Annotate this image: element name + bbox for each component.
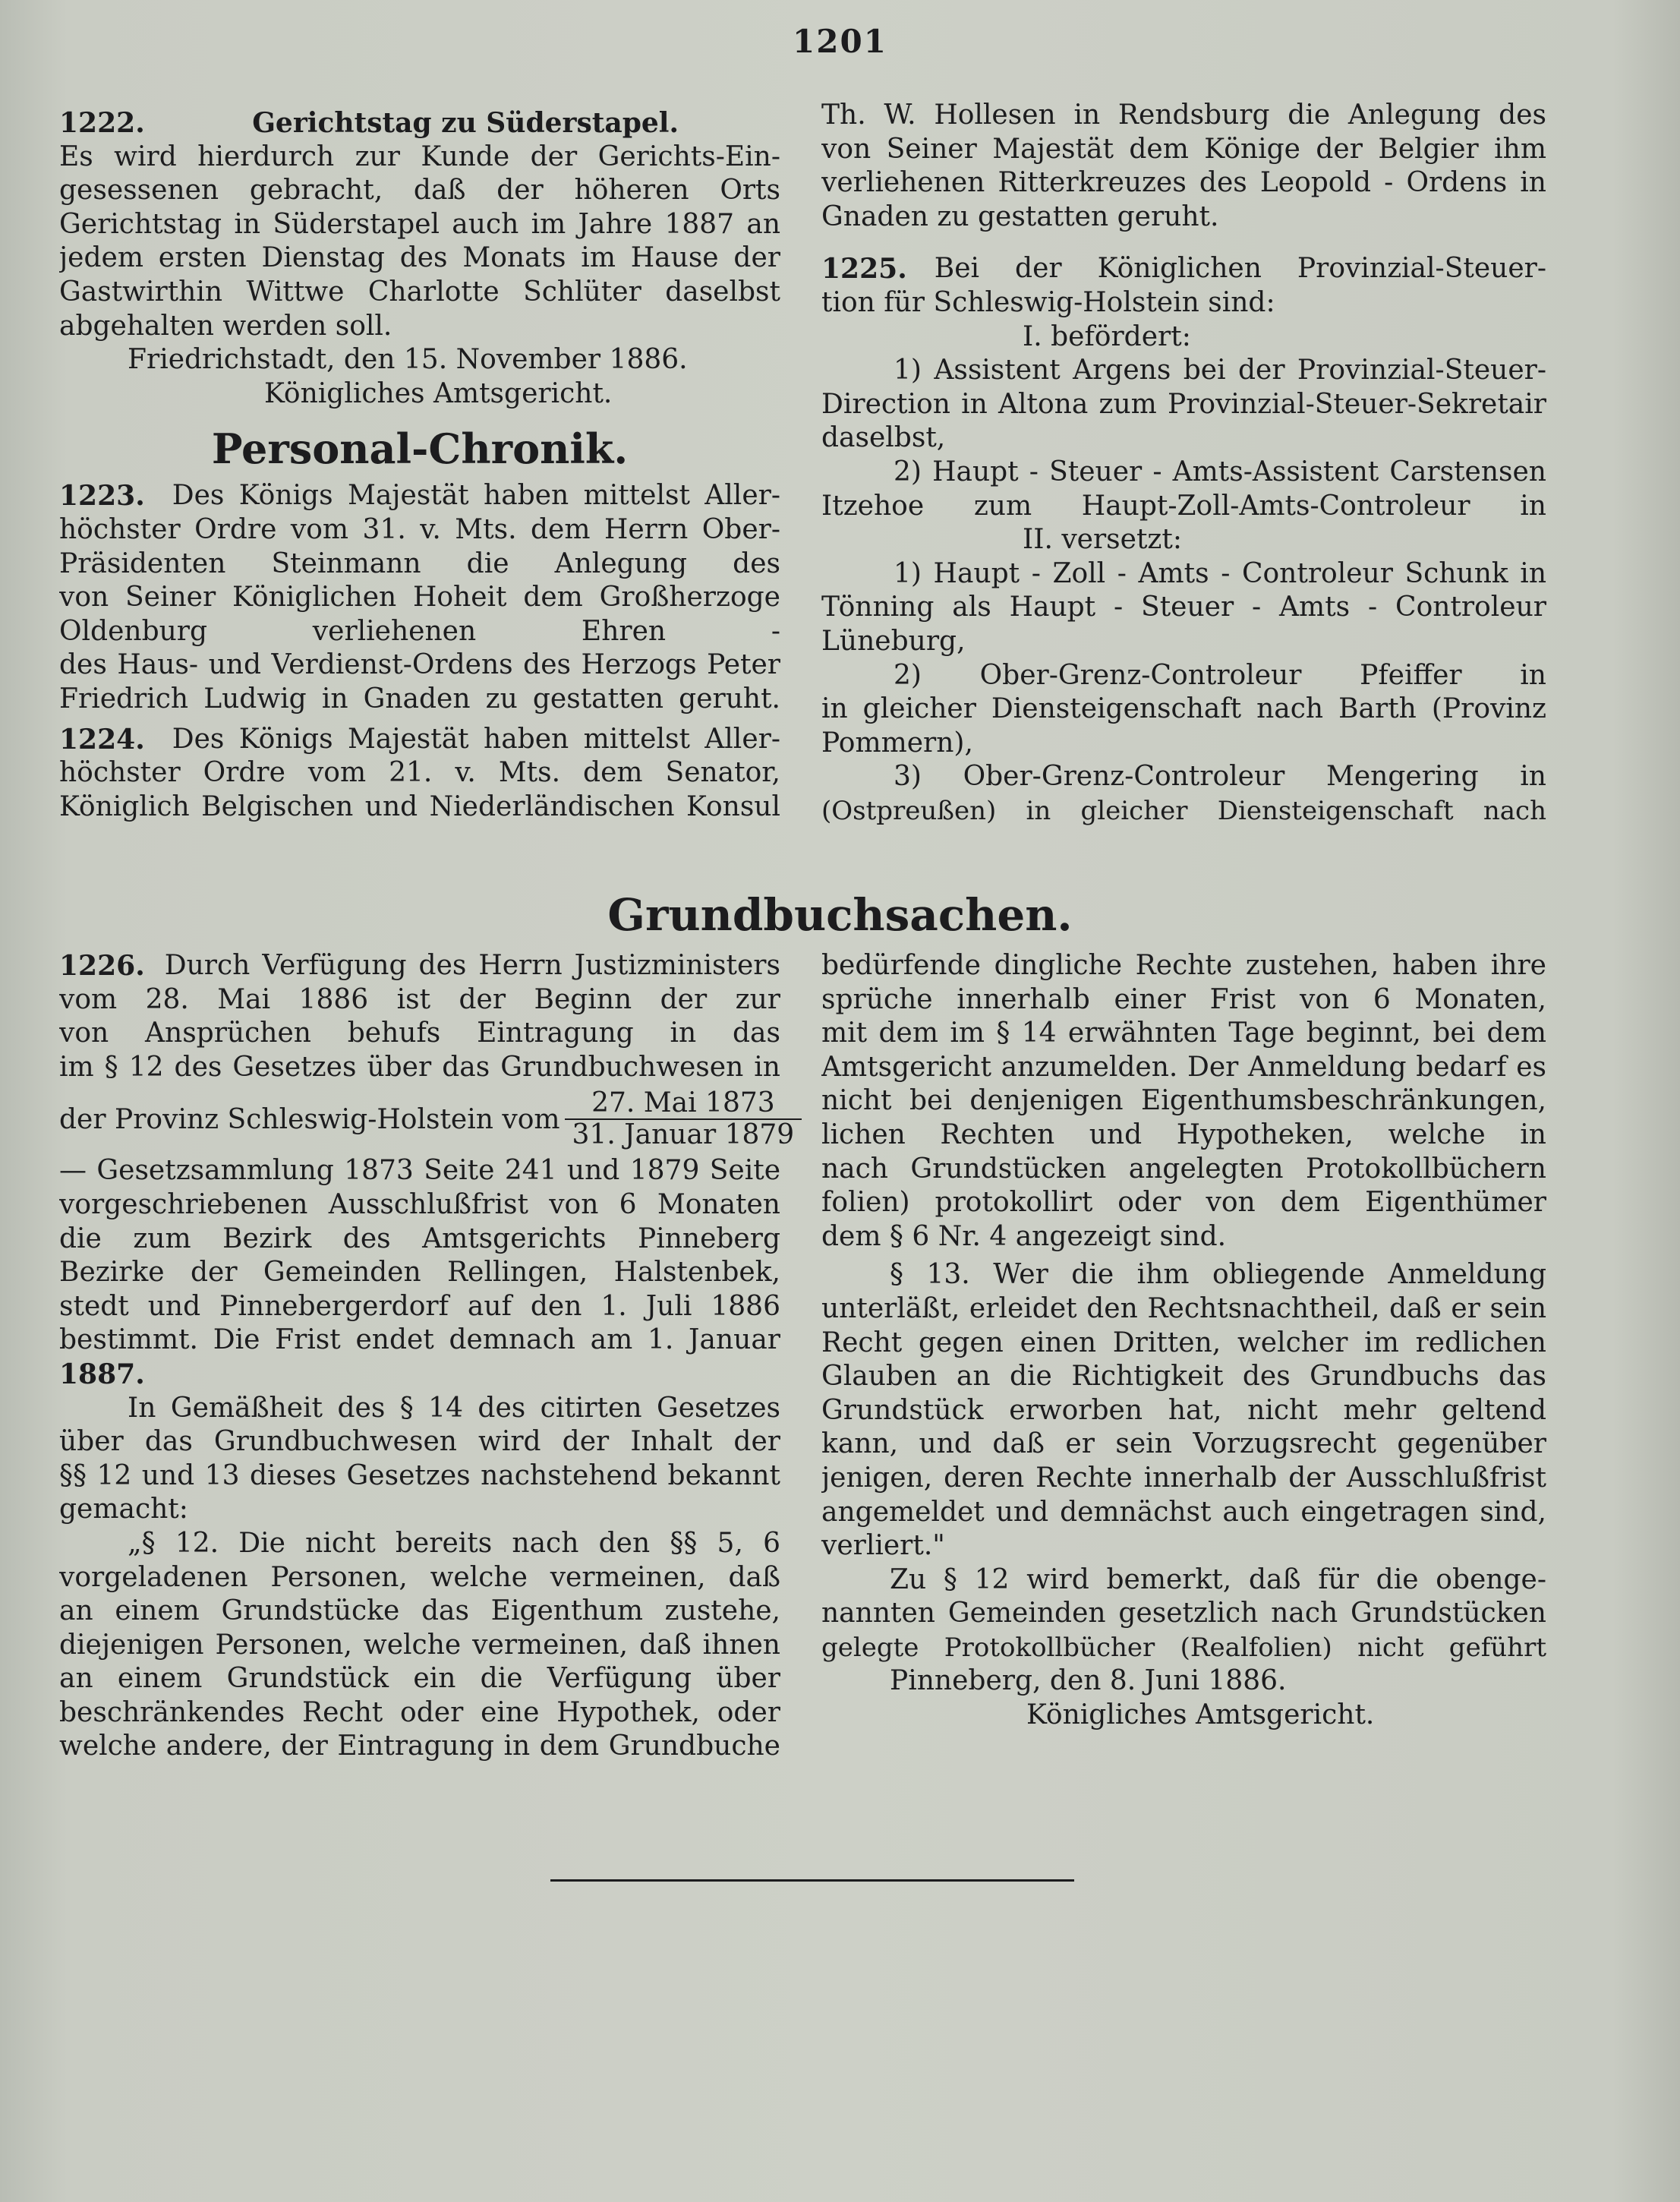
- text-line: höchster Ordre vom 31. v. Mts. dem Herrn Ober-: [59, 513, 780, 545]
- text-line: jedem ersten Dienstag des Monats im Hause der: [59, 242, 780, 274]
- text-line: Oldenburg verliehenen Ehren -: [59, 615, 780, 647]
- place-date: Friedrichstadt, den 15. November 1886.: [128, 344, 688, 376]
- text-line: Itzehoe zum Haupt-Zoll-Amts-Controleur in: [821, 490, 1546, 522]
- text-line: von Ansprüchen behufs Eintragung in das: [59, 1017, 780, 1049]
- text-line: Pommern),: [821, 727, 973, 759]
- text-line: Gerichtstag in Süderstapel auch im Jahre 1887 an: [59, 208, 780, 240]
- entry-number: 1226.: [59, 950, 145, 982]
- text-line: vorgeschriebenen Ausschlußfrist von 6 Monaten: [59, 1188, 780, 1220]
- text-line: bedürfende dingliche Rechte zustehen, haben ihre: [821, 950, 1546, 981]
- text-line: nicht bei denjenigen Eigenthumsbeschränkungen,: [821, 1085, 1546, 1117]
- text-line: folien) protokollirt oder von dem Eigenthümer: [821, 1187, 1546, 1219]
- entry-number: 1222.: [59, 107, 145, 139]
- text-line: gemacht:: [59, 1494, 188, 1525]
- right-column-top: [821, 99, 1546, 828]
- left-column-bottom: [59, 949, 795, 1764]
- text-line: Tönning als Haupt - Steuer - Amts - Controleur: [821, 592, 1546, 623]
- text-line: jenigen, deren Rechte innerhalb der Ausschlußfrist: [821, 1462, 1546, 1494]
- text-line: nannten Gemeinden gesetzlich nach Grundstücken: [821, 1598, 1546, 1629]
- text-line: Glauben an die Richtigkeit des Grundbuchs das: [821, 1361, 1546, 1393]
- text-line: Friedrich Ludwig in Gnaden zu gestatten geruht.: [59, 683, 780, 715]
- entry-1226-first-line: [59, 949, 780, 983]
- text-line: verliehenen Ritterkreuzes des Leopold - Ordens in: [821, 167, 1546, 199]
- text-line: der Provinz Schleswig-Holstein vom: [59, 1103, 560, 1135]
- text-line: Grundstück erworben hat, nicht mehr geltend: [821, 1394, 1546, 1426]
- text-line: 3) Ober-Grenz-Controleur Mengering in: [894, 761, 1546, 793]
- text-line: über das Grundbuchwesen wird der Inhalt der: [59, 1426, 780, 1458]
- text-line: Direction in Altona zum Provinzial-Steuer-Sekretair: [821, 388, 1546, 420]
- entry-number: 1224.: [59, 723, 145, 756]
- text-line: daselbst,: [821, 422, 946, 454]
- text-line: verliert.": [821, 1530, 945, 1562]
- text-line: von Seiner Königlichen Hoheit dem Großherzoge: [59, 582, 780, 614]
- text-line: des Haus- und Verdienst-Ordens des Herzogs Peter: [59, 649, 780, 681]
- text-line: In Gemäßheit des § 14 des citirten Gesetzes: [128, 1392, 780, 1424]
- text-line: bestimmt. Die Frist endet demnach am 1. Januar: [59, 1324, 780, 1356]
- closing-rule: [550, 1879, 1074, 1882]
- right-column-bottom: [821, 949, 1546, 1733]
- text-line: die zum Bezirk des Amtsgerichts Pinneberg: [59, 1222, 780, 1254]
- entry-number: 1225.: [821, 253, 907, 286]
- text-line: §§ 12 und 13 dieses Gesetzes nachstehend bekannt: [59, 1459, 780, 1491]
- text-line: abgehalten werden soll.: [59, 310, 392, 342]
- text-line: Th. W. Hollesen in Rendsburg die Anlegung des: [821, 99, 1546, 131]
- page-number: 1201: [793, 23, 887, 60]
- text-line: Amtsgericht anzumelden. Der Anmeldung bedarf es: [821, 1051, 1546, 1083]
- left-column-top: [59, 106, 780, 824]
- text-line: diejenigen Personen, welche vermeinen, daß ihnen: [59, 1629, 780, 1661]
- text-line: Recht gegen einen Dritten, welcher im redlichen: [821, 1327, 1546, 1358]
- text-line: 2) Haupt - Steuer - Amts-Assistent Carstensen: [894, 456, 1546, 487]
- text-line: (Ostpreußen) in gleicher Diensteigenschaft nach: [821, 795, 1546, 826]
- text-line: Lüneburg,: [821, 625, 966, 657]
- entry-title: Gerichtstag zu Süderstapel.: [252, 107, 679, 139]
- subheading: II. versetzt:: [1023, 524, 1182, 556]
- text-line: Bezirke der Gemeinden Rellingen, Halstenbek,: [59, 1257, 780, 1289]
- entry-1223-first-line: [59, 479, 780, 513]
- text-line: mit dem im § 14 erwähnten Tage beginnt, bei dem: [821, 1017, 1546, 1049]
- text-line: gesessenen gebracht, daß der höheren Orts: [59, 175, 780, 207]
- text-line: „§ 12. Die nicht bereits nach den §§ 5, 6: [128, 1527, 780, 1559]
- text-line: Gnaden zu gestatten geruht.: [821, 200, 1219, 232]
- text-line: Es wird hierdurch zur Kunde der Gerichts-Ein-: [59, 140, 780, 172]
- text-line: höchster Ordre vom 21. v. Mts. dem Senator,: [59, 757, 780, 789]
- text-line: dem § 6 Nr. 4 angezeigt sind.: [821, 1220, 1227, 1252]
- text-line: stedt und Pinnebergerdorf auf den 1. Juli 1886: [59, 1290, 780, 1322]
- text-line: 1) Haupt - Zoll - Amts - Controleur Schunk in: [894, 557, 1546, 589]
- text-line: an einem Grundstück ein die Verfügung über: [59, 1663, 780, 1695]
- text-line: welche andere, der Eintragung in dem Grundbuche: [59, 1730, 780, 1762]
- text-line: Gastwirthin Wittwe Charlotte Schlüter daselbst: [59, 276, 780, 308]
- province-date-line: [59, 1084, 795, 1154]
- date-fraction: [565, 1087, 802, 1151]
- text-line: kann, und daß er sein Vorzugsrecht gegenüber: [821, 1428, 1546, 1460]
- fraction-numerator: 27. Mai 1873: [565, 1090, 802, 1120]
- section-heading-personal: Personal-Chronik.: [211, 424, 629, 474]
- text-line: Bei der Königlichen Provinzial-Steuer-: [934, 253, 1546, 285]
- text-line: an einem Grundstücke das Eigenthum zustehe,: [59, 1595, 780, 1627]
- text-line: Präsidenten Steinmann die Anlegung des: [59, 547, 780, 579]
- text-line: Des Königs Majestät haben mittelst Aller-: [172, 723, 780, 755]
- text-line: lichen Rechten und Hypotheken, welche in: [821, 1118, 1546, 1150]
- fraction-denominator: 31. Januar 1879: [572, 1119, 795, 1151]
- text-line: 2) Ober-Grenz-Controleur Pfeiffer in: [894, 659, 1546, 691]
- text-line: gelegte Protokollbücher (Realfolien) nicht geführt: [821, 1632, 1546, 1663]
- place-date: Pinneberg, den 8. Juni 1886.: [890, 1665, 1287, 1697]
- section-heading-grundbuch: Grundbuchsachen.: [607, 889, 1073, 941]
- signature: Königliches Amtsgericht.: [264, 377, 613, 409]
- text-line: tion für Schleswig-Holstein sind:: [821, 286, 1275, 318]
- text-line: § 13. Wer die ihm obliegende Anmeldung: [890, 1259, 1546, 1291]
- text-line: Zu § 12 wird bemerkt, daß für die obenge-: [890, 1563, 1546, 1595]
- subheading: I. befördert:: [1023, 320, 1191, 352]
- text-line: Königlich Belgischen und Niederländischen Konsul: [59, 790, 780, 822]
- signature: Königliches Amtsgericht.: [1026, 1699, 1375, 1731]
- text-line: 1887.: [59, 1358, 145, 1390]
- text-line: angemeldet und demnächst auch eingetragen sind,: [821, 1496, 1546, 1528]
- text-line: 1) Assistent Argens bei der Provinzial-Steuer-: [894, 355, 1546, 386]
- text-line: nach Grundstücken angelegten Protokollbüchern: [821, 1153, 1546, 1185]
- text-line: Durch Verfügung des Herrn Justizministers: [164, 950, 780, 981]
- text-line: Des Königs Majestät haben mittelst Aller-: [172, 480, 780, 512]
- text-line: von Seiner Majestät dem Könige der Belgier ihm: [821, 133, 1546, 165]
- text-line: sprüche innerhalb einer Frist von 6 Monaten,: [821, 983, 1546, 1015]
- entry-1222-header: [59, 106, 780, 140]
- text-line: unterläßt, erleidet den Rechtsnachtheil, daß er sein: [821, 1292, 1546, 1324]
- entry-1224-first-line: [59, 723, 780, 757]
- text-line: im § 12 des Gesetzes über das Grundbuchwesen in: [59, 1051, 780, 1083]
- entry-1225-first-line: [821, 252, 1546, 286]
- text-line: in gleicher Diensteigenschaft nach Barth (Provinz: [821, 693, 1546, 725]
- text-line: vorgeladenen Personen, welche vermeinen, daß: [59, 1561, 780, 1593]
- text-line: vom 28. Mai 1886 ist der Beginn der zur: [59, 983, 780, 1015]
- text-line: — Gesetzsammlung 1873 Seite 241 und 1879 Seite: [59, 1155, 780, 1187]
- text-line: beschränkendes Recht oder eine Hypothek, oder: [59, 1696, 780, 1728]
- entry-number: 1223.: [59, 480, 145, 513]
